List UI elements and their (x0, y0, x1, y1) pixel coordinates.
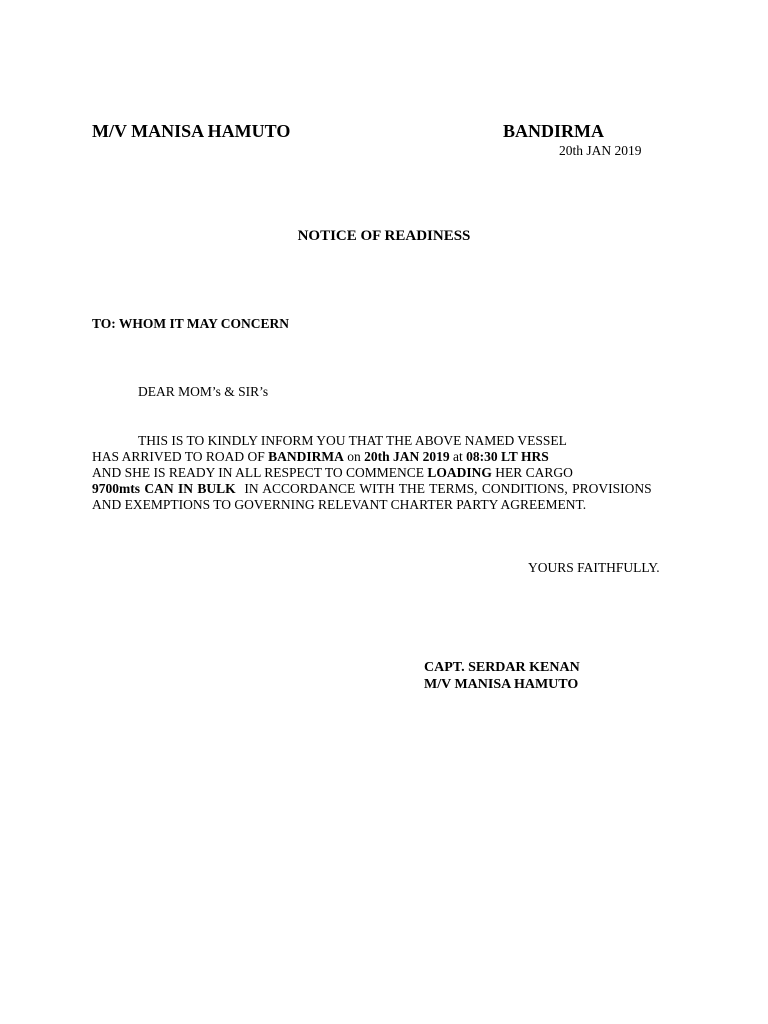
body-line-3 (92, 465, 573, 481)
arrival-port: BANDIRMA (268, 449, 344, 464)
cargo-operation: LOADING (427, 465, 492, 480)
body-line-1: THIS IS TO KINDLY INFORM YOU THAT THE ABOVE NAMED VESSEL (138, 433, 567, 448)
signatory-name: CAPT. SERDAR KENAN (424, 660, 580, 675)
body-text: HAS ARRIVED TO ROAD OF (92, 449, 269, 464)
recipient-line: TO: WHOM IT MAY CONCERN (92, 316, 290, 331)
letter-date: 20th JAN 2019 (559, 143, 642, 158)
cargo-description: 9700mts CAN IN BULK (92, 481, 236, 496)
body-text: IN ACCORDANCE WITH THE TERMS, CONDITIONS, PROVISIONS (235, 481, 652, 496)
signatory-vessel: M/V MANISA HAMUTO (424, 677, 579, 692)
body-text: AND SHE IS READY IN ALL RESPECT TO COMMENCE (92, 465, 428, 480)
salutation: DEAR MOM’s & SIR’s (138, 384, 269, 399)
body-text: at (449, 449, 467, 464)
body-text: on (343, 449, 365, 464)
closing: YOURS FAITHFULLY. (528, 560, 660, 575)
body-line-2 (92, 449, 549, 465)
body-line-4 (92, 481, 652, 497)
body-line-5: AND EXEMPTIONS TO GOVERNING RELEVANT CHARTER PARTY AGREEMENT. (92, 497, 587, 512)
vessel-name: M/V MANISA HAMUTO (92, 121, 291, 141)
arrival-time: 08:30 LT HRS (466, 449, 549, 464)
port-name: BANDIRMA (503, 121, 604, 141)
document-title: NOTICE OF READINESS (297, 228, 471, 244)
body-text: HER CARGO (491, 465, 573, 480)
arrival-date: 20th JAN 2019 (364, 449, 450, 464)
